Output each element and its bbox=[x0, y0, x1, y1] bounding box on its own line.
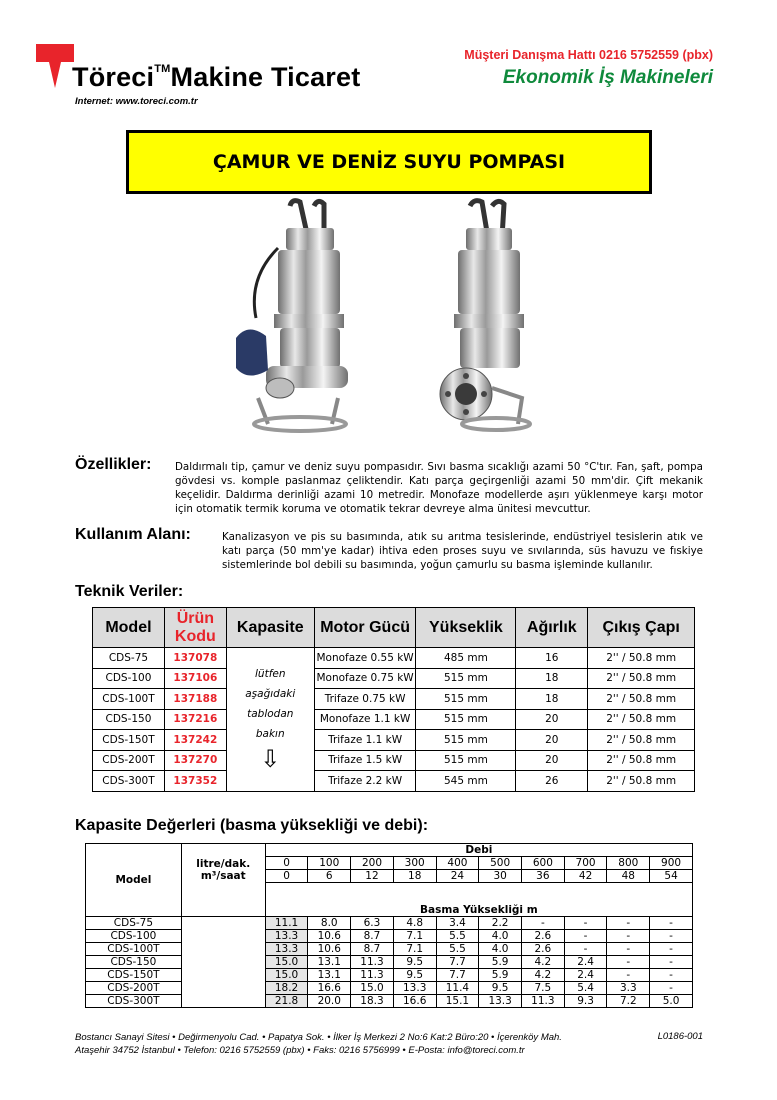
head-value-cell: 10.6 bbox=[308, 943, 351, 956]
capacity-row bbox=[86, 956, 693, 969]
outlet-cell: 2'' / 50.8 mm bbox=[588, 771, 695, 792]
head-value-cell: 11.3 bbox=[522, 995, 565, 1008]
head-value-cell: 11.3 bbox=[351, 969, 394, 982]
capacity-row bbox=[86, 969, 693, 982]
units-spacer bbox=[181, 917, 265, 1008]
head-value-cell: 20.0 bbox=[308, 995, 351, 1008]
lpm-value: 400 bbox=[436, 857, 479, 870]
head-value-cell: - bbox=[607, 943, 650, 956]
head-value-cell: - bbox=[650, 956, 693, 969]
capacity-table bbox=[85, 843, 693, 1008]
lpm-value: 500 bbox=[479, 857, 522, 870]
height-cell: 515 mm bbox=[416, 689, 516, 710]
head-value-cell: - bbox=[522, 917, 565, 930]
footer-line-1: Bostancı Sanayi Sitesi • Değirmenyolu Cad. • Papatya Sok. • İlker İş Merkezi 2 No:6 Kat:2 Büro:20 • İçerenköy Mah. bbox=[75, 1032, 562, 1043]
head-value-cell: 8.7 bbox=[351, 930, 394, 943]
head-value-cell: 7.7 bbox=[436, 956, 479, 969]
col-header-weight: Ağırlık bbox=[516, 608, 588, 648]
motor-power-cell: Monofaze 1.1 kW bbox=[314, 709, 416, 730]
weight-cell: 20 bbox=[516, 709, 588, 730]
head-value-cell: 9.5 bbox=[393, 969, 436, 982]
head-value-cell: 13.1 bbox=[308, 969, 351, 982]
head-value-cell: 5.4 bbox=[564, 982, 607, 995]
head-value-cell: 4.0 bbox=[479, 943, 522, 956]
head-value-cell: 6.3 bbox=[351, 917, 394, 930]
pump-image-front bbox=[228, 198, 358, 434]
height-cell: 515 mm bbox=[416, 709, 516, 730]
units-header bbox=[181, 844, 265, 917]
head-value-cell: 2.6 bbox=[522, 930, 565, 943]
unit-lpm: litre/dak. bbox=[196, 858, 251, 870]
features-text: Daldırmalı tip, çamur ve deniz suyu pompasıdır. Sıvı basma sıcaklığı azami 50 °C'tır. Fan, şaft, pompa gövdesi vs. komple paslanmaz çeliktendir. Katı parça geçirgenliği azami 50 mm'dir. Çift mekanik keçelidir. Daldırma derinliği azami 10 metredir. Monofaze modellerde aşırı yüklenmeye karşı motor için otomatik termik koruma ve otomatik tekrar devreye alma ünitesi mevcuttur. bbox=[175, 461, 703, 515]
capacity-note-line: lütfen bbox=[255, 668, 286, 681]
document-number: L0186-001 bbox=[657, 1031, 703, 1042]
head-value-cell: 7.7 bbox=[436, 969, 479, 982]
head-value-cell: 8.0 bbox=[308, 917, 351, 930]
tech-data-table bbox=[92, 607, 695, 792]
head-value-cell: - bbox=[564, 943, 607, 956]
height-cell: 545 mm bbox=[416, 771, 516, 792]
head-value-cell: 15.0 bbox=[351, 982, 394, 995]
m3h-value: 18 bbox=[393, 870, 436, 883]
capacity-note-line: tablodan bbox=[247, 708, 294, 721]
weight-cell: 16 bbox=[516, 648, 588, 669]
head-value-cell: 11.1 bbox=[265, 917, 308, 930]
head-value-cell: - bbox=[607, 969, 650, 982]
head-value-cell: 5.9 bbox=[479, 969, 522, 982]
lpm-value: 200 bbox=[351, 857, 394, 870]
product-code-cell: 137078 bbox=[164, 648, 226, 669]
head-value-cell: 4.8 bbox=[393, 917, 436, 930]
model-cell: CDS-100 bbox=[93, 668, 165, 689]
outlet-cell: 2'' / 50.8 mm bbox=[588, 648, 695, 669]
debi-header: Debi bbox=[265, 844, 692, 857]
capacity-model-cell: CDS-300T bbox=[86, 995, 182, 1008]
model-cell: CDS-150T bbox=[93, 730, 165, 751]
head-value-cell: 21.8 bbox=[265, 995, 308, 1008]
head-value-cell: 5.9 bbox=[479, 956, 522, 969]
head-value-cell: - bbox=[650, 982, 693, 995]
tech-row bbox=[93, 730, 695, 751]
capacity-header-row bbox=[86, 844, 693, 857]
features-label: Özellikler: bbox=[75, 456, 152, 473]
capacity-row bbox=[86, 917, 693, 930]
model-cell: CDS-150 bbox=[93, 709, 165, 730]
weight-cell: 18 bbox=[516, 689, 588, 710]
motor-power-cell: Monofaze 0.55 kW bbox=[314, 648, 416, 669]
product-code-cell: 137270 bbox=[164, 750, 226, 771]
head-value-cell: 4.2 bbox=[522, 969, 565, 982]
head-value-cell: 13.3 bbox=[265, 943, 308, 956]
product-code-cell: 137188 bbox=[164, 689, 226, 710]
head-value-cell: 9.5 bbox=[479, 982, 522, 995]
head-value-cell: - bbox=[564, 917, 607, 930]
head-value-cell: 2.4 bbox=[564, 969, 607, 982]
usage-label: Kullanım Alanı: bbox=[75, 526, 191, 543]
model-cell: CDS-300T bbox=[93, 771, 165, 792]
lpm-value: 0 bbox=[265, 857, 308, 870]
tech-row bbox=[93, 689, 695, 710]
tech-data-label: Teknik Veriler: bbox=[75, 583, 184, 600]
tech-row bbox=[93, 648, 695, 669]
head-value-cell: 16.6 bbox=[393, 995, 436, 1008]
head-value-cell: - bbox=[650, 943, 693, 956]
motor-power-cell: Trifaze 1.1 kW bbox=[314, 730, 416, 751]
col-header-motor: Motor Gücü bbox=[314, 608, 416, 648]
hotline-text: Müşteri Danışma Hattı 0216 5752559 (pbx) bbox=[464, 48, 713, 62]
product-code-cell: 137352 bbox=[164, 771, 226, 792]
outlet-cell: 2'' / 50.8 mm bbox=[588, 668, 695, 689]
pump-image-side bbox=[430, 198, 540, 434]
head-value-cell: - bbox=[607, 956, 650, 969]
head-value-cell: 2.2 bbox=[479, 917, 522, 930]
usage-text: Kanalizasyon ve pis su basımında, atık su arıtma tesislerinde, endüstriyel tesislerin atık ve katı parça (50 mm'ye kadar) ihtiva eden proses suyu ve sıvılarında, süs havuzu ve fıskiye sistemlerinde bol debili su basımında, yoğun çamurlu su basma işleminde kullanılır. bbox=[222, 531, 703, 571]
head-value-cell: 13.3 bbox=[479, 995, 522, 1008]
m3h-value: 12 bbox=[351, 870, 394, 883]
weight-cell: 20 bbox=[516, 750, 588, 771]
head-value-cell: 5.0 bbox=[650, 995, 693, 1008]
head-value-cell: 3.3 bbox=[607, 982, 650, 995]
head-header: Basma Yüksekliği m bbox=[265, 883, 692, 917]
height-cell: 515 mm bbox=[416, 730, 516, 751]
head-value-cell: 4.2 bbox=[522, 956, 565, 969]
col-header-model: Model bbox=[93, 608, 165, 648]
col-header-height: Yükseklik bbox=[416, 608, 516, 648]
motor-power-cell: Monofaze 0.75 kW bbox=[314, 668, 416, 689]
head-value-cell: 9.3 bbox=[564, 995, 607, 1008]
model-cell: CDS-100T bbox=[93, 689, 165, 710]
head-value-cell: 5.5 bbox=[436, 930, 479, 943]
lpm-value: 300 bbox=[393, 857, 436, 870]
model-cell: CDS-75 bbox=[93, 648, 165, 669]
motor-power-cell: Trifaze 0.75 kW bbox=[314, 689, 416, 710]
product-code-cell: 137106 bbox=[164, 668, 226, 689]
lpm-value: 600 bbox=[522, 857, 565, 870]
col-header-outlet: Çıkış Çapı bbox=[588, 608, 695, 648]
outlet-cell: 2'' / 50.8 mm bbox=[588, 750, 695, 771]
model-header: Model bbox=[86, 844, 182, 917]
head-value-cell: 13.1 bbox=[308, 956, 351, 969]
head-value-cell: - bbox=[650, 917, 693, 930]
footer-line-2: Ataşehir 34752 İstanbul • Telefon: 0216 5752559 (pbx) • Faks: 0216 5756999 • E-Posta: info@toreci.com.tr bbox=[75, 1045, 525, 1056]
footer-address bbox=[75, 1031, 562, 1057]
capacity-row bbox=[86, 982, 693, 995]
m3h-value: 0 bbox=[265, 870, 308, 883]
m3h-value: 30 bbox=[479, 870, 522, 883]
weight-cell: 26 bbox=[516, 771, 588, 792]
col-header-code: Ürün Kodu bbox=[164, 608, 226, 648]
lpm-value: 900 bbox=[650, 857, 693, 870]
page-title: ÇAMUR VE DENİZ SUYU POMPASI bbox=[212, 151, 566, 173]
head-value-cell: 16.6 bbox=[308, 982, 351, 995]
motor-power-cell: Trifaze 1.5 kW bbox=[314, 750, 416, 771]
head-value-cell: 7.1 bbox=[393, 930, 436, 943]
head-value-cell: 7.1 bbox=[393, 943, 436, 956]
outlet-cell: 2'' / 50.8 mm bbox=[588, 689, 695, 710]
m3h-value: 54 bbox=[650, 870, 693, 883]
head-value-cell: 13.3 bbox=[265, 930, 308, 943]
toreci-logo-mark bbox=[36, 44, 74, 88]
head-value-cell: 11.3 bbox=[351, 956, 394, 969]
capacity-row bbox=[86, 930, 693, 943]
head-value-cell: 3.4 bbox=[436, 917, 479, 930]
head-value-cell: 18.3 bbox=[351, 995, 394, 1008]
head-value-cell: 13.3 bbox=[393, 982, 436, 995]
capacity-label: Kapasite Değerleri (basma yüksekliği ve debi): bbox=[75, 817, 429, 834]
tech-row bbox=[93, 771, 695, 792]
capacity-model-cell: CDS-150 bbox=[86, 956, 182, 969]
head-value-cell: 11.4 bbox=[436, 982, 479, 995]
lpm-value: 100 bbox=[308, 857, 351, 870]
m3h-value: 42 bbox=[564, 870, 607, 883]
capacity-model-cell: CDS-200T bbox=[86, 982, 182, 995]
tech-header-row bbox=[93, 608, 695, 648]
m3h-value: 6 bbox=[308, 870, 351, 883]
tech-row bbox=[93, 750, 695, 771]
head-value-cell: 15.1 bbox=[436, 995, 479, 1008]
brand-name: Töreci™Makine Ticaret bbox=[72, 62, 361, 92]
tech-row bbox=[93, 668, 695, 689]
head-value-cell: 8.7 bbox=[351, 943, 394, 956]
capacity-row bbox=[86, 943, 693, 956]
head-value-cell: - bbox=[564, 930, 607, 943]
weight-cell: 20 bbox=[516, 730, 588, 751]
head-value-cell: 7.2 bbox=[607, 995, 650, 1008]
col-header-capacity: Kapasite bbox=[226, 608, 314, 648]
model-cell: CDS-200T bbox=[93, 750, 165, 771]
capacity-model-cell: CDS-150T bbox=[86, 969, 182, 982]
height-cell: 515 mm bbox=[416, 750, 516, 771]
m3h-value: 36 bbox=[522, 870, 565, 883]
head-value-cell: 4.0 bbox=[479, 930, 522, 943]
head-value-cell: 10.6 bbox=[308, 930, 351, 943]
slogan: Ekonomik İş Makineleri bbox=[502, 67, 713, 88]
capacity-row bbox=[86, 995, 693, 1008]
lpm-value: 800 bbox=[607, 857, 650, 870]
outlet-cell: 2'' / 50.8 mm bbox=[588, 709, 695, 730]
head-value-cell: 15.0 bbox=[265, 969, 308, 982]
tech-row bbox=[93, 709, 695, 730]
title-box bbox=[126, 130, 652, 194]
head-value-cell: 7.5 bbox=[522, 982, 565, 995]
head-value-cell: - bbox=[650, 930, 693, 943]
down-arrow-icon: ⇩ bbox=[260, 745, 281, 774]
capacity-note-line: aşağıdaki bbox=[245, 688, 296, 701]
head-value-cell: 9.5 bbox=[393, 956, 436, 969]
height-cell: 515 mm bbox=[416, 668, 516, 689]
product-code-cell: 137216 bbox=[164, 709, 226, 730]
head-value-cell: 2.6 bbox=[522, 943, 565, 956]
head-value-cell: 18.2 bbox=[265, 982, 308, 995]
capacity-note-cell bbox=[226, 648, 314, 792]
weight-cell: 18 bbox=[516, 668, 588, 689]
capacity-model-cell: CDS-100T bbox=[86, 943, 182, 956]
head-value-cell: - bbox=[607, 917, 650, 930]
outlet-cell: 2'' / 50.8 mm bbox=[588, 730, 695, 751]
head-value-cell: 5.5 bbox=[436, 943, 479, 956]
website-text: Internet: www.toreci.com.tr bbox=[75, 96, 198, 107]
product-code-cell: 137242 bbox=[164, 730, 226, 751]
height-cell: 485 mm bbox=[416, 648, 516, 669]
m3h-value: 48 bbox=[607, 870, 650, 883]
capacity-model-cell: CDS-75 bbox=[86, 917, 182, 930]
head-value-cell: - bbox=[650, 969, 693, 982]
capacity-note-line: bakın bbox=[255, 728, 285, 741]
head-value-cell: 15.0 bbox=[265, 956, 308, 969]
capacity-model-cell: CDS-100 bbox=[86, 930, 182, 943]
lpm-value: 700 bbox=[564, 857, 607, 870]
unit-m3h: m³/saat bbox=[200, 870, 246, 882]
head-value-cell: - bbox=[607, 930, 650, 943]
m3h-value: 24 bbox=[436, 870, 479, 883]
motor-power-cell: Trifaze 2.2 kW bbox=[314, 771, 416, 792]
head-value-cell: 2.4 bbox=[564, 956, 607, 969]
